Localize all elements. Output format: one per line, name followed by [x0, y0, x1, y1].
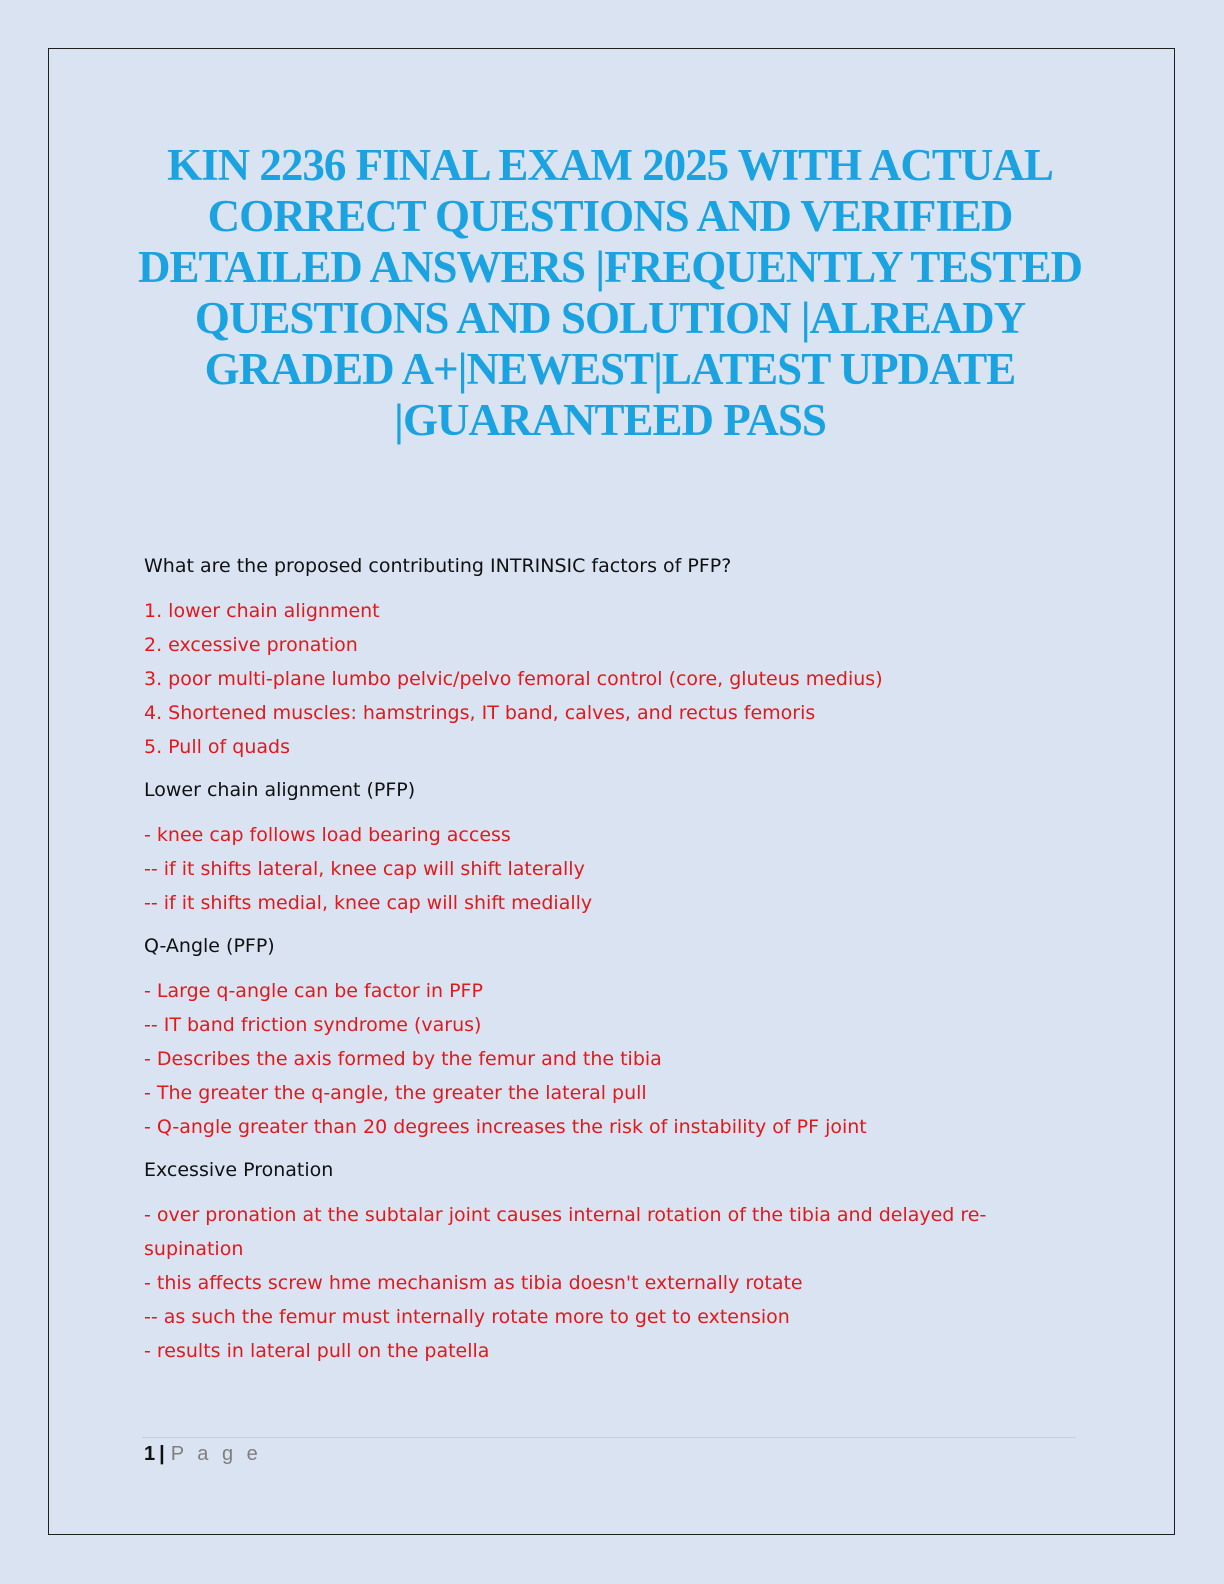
answer-line: -- as such the femur must internally rotate more to get to extension	[144, 1306, 790, 1328]
answer-list	[144, 1198, 1094, 1368]
answer-line: - knee cap follows load bearing access	[144, 824, 511, 846]
question: Lower chain alignment (PFP)	[144, 779, 416, 801]
answer-line: - results in lateral pull on the patella	[144, 1340, 490, 1362]
answer-line: - The greater the q-angle, the greater the lateral pull	[144, 1082, 647, 1104]
answer-list	[144, 818, 1094, 920]
answer-line: - this affects screw hme mechanism as tibia doesn't externally rotate	[144, 1272, 803, 1294]
question: Excessive Pronation	[144, 1159, 334, 1181]
answer-line: -- if it shifts lateral, knee cap will shift laterally	[144, 858, 585, 880]
page-number: 1	[144, 1443, 156, 1465]
answer-line: 1. lower chain alignment	[144, 600, 380, 622]
answer-line: 5. Pull of quads	[144, 736, 290, 758]
footer-separator: |	[159, 1443, 165, 1465]
answer-list	[144, 974, 1094, 1144]
answer-line: 4. Shortened muscles: hamstrings, IT band, calves, and rectus femoris	[144, 702, 816, 724]
document-title: KIN 2236 FINAL EXAM 2025 WITH ACTUAL CORRECT QUESTIONS AND VERIFIED DETAILED ANSWERS |FREQUENTLY TESTED QUESTIONS AND SOLUTION |ALREADY GRADED A+|NEWEST|LATEST UPDATE |GUARANTEED PASS	[138, 140, 1082, 445]
qa-content	[144, 554, 1094, 1368]
answer-line: -- IT band friction syndrome (varus)	[144, 1014, 482, 1036]
answer-line: - Large q-angle can be factor in PFP	[144, 980, 483, 1002]
answer-line: - over pronation at the subtalar joint causes internal rotation of the tibia and delayed re-	[144, 1204, 987, 1226]
answer-line: 3. poor multi-plane lumbo pelvic/pelvo femoral control (core, gluteus medius)	[144, 668, 883, 690]
answer-line: 2. excessive pronation	[144, 634, 358, 656]
answer-line: - Describes the axis formed by the femur and the tibia	[144, 1048, 662, 1070]
question: What are the proposed contributing INTRINSIC factors of PFP?	[144, 555, 732, 577]
answer-list	[144, 594, 1094, 764]
question: Q-Angle (PFP)	[144, 935, 275, 957]
page-word: P a g e	[170, 1443, 262, 1465]
answer-line: -- if it shifts medial, knee cap will shift medially	[144, 892, 593, 914]
footer-divider	[142, 1437, 1076, 1438]
answer-line: - Q-angle greater than 20 degrees increases the risk of instability of PF joint	[144, 1116, 867, 1138]
answer-line: supination	[144, 1238, 244, 1260]
page-footer	[144, 1442, 262, 1466]
